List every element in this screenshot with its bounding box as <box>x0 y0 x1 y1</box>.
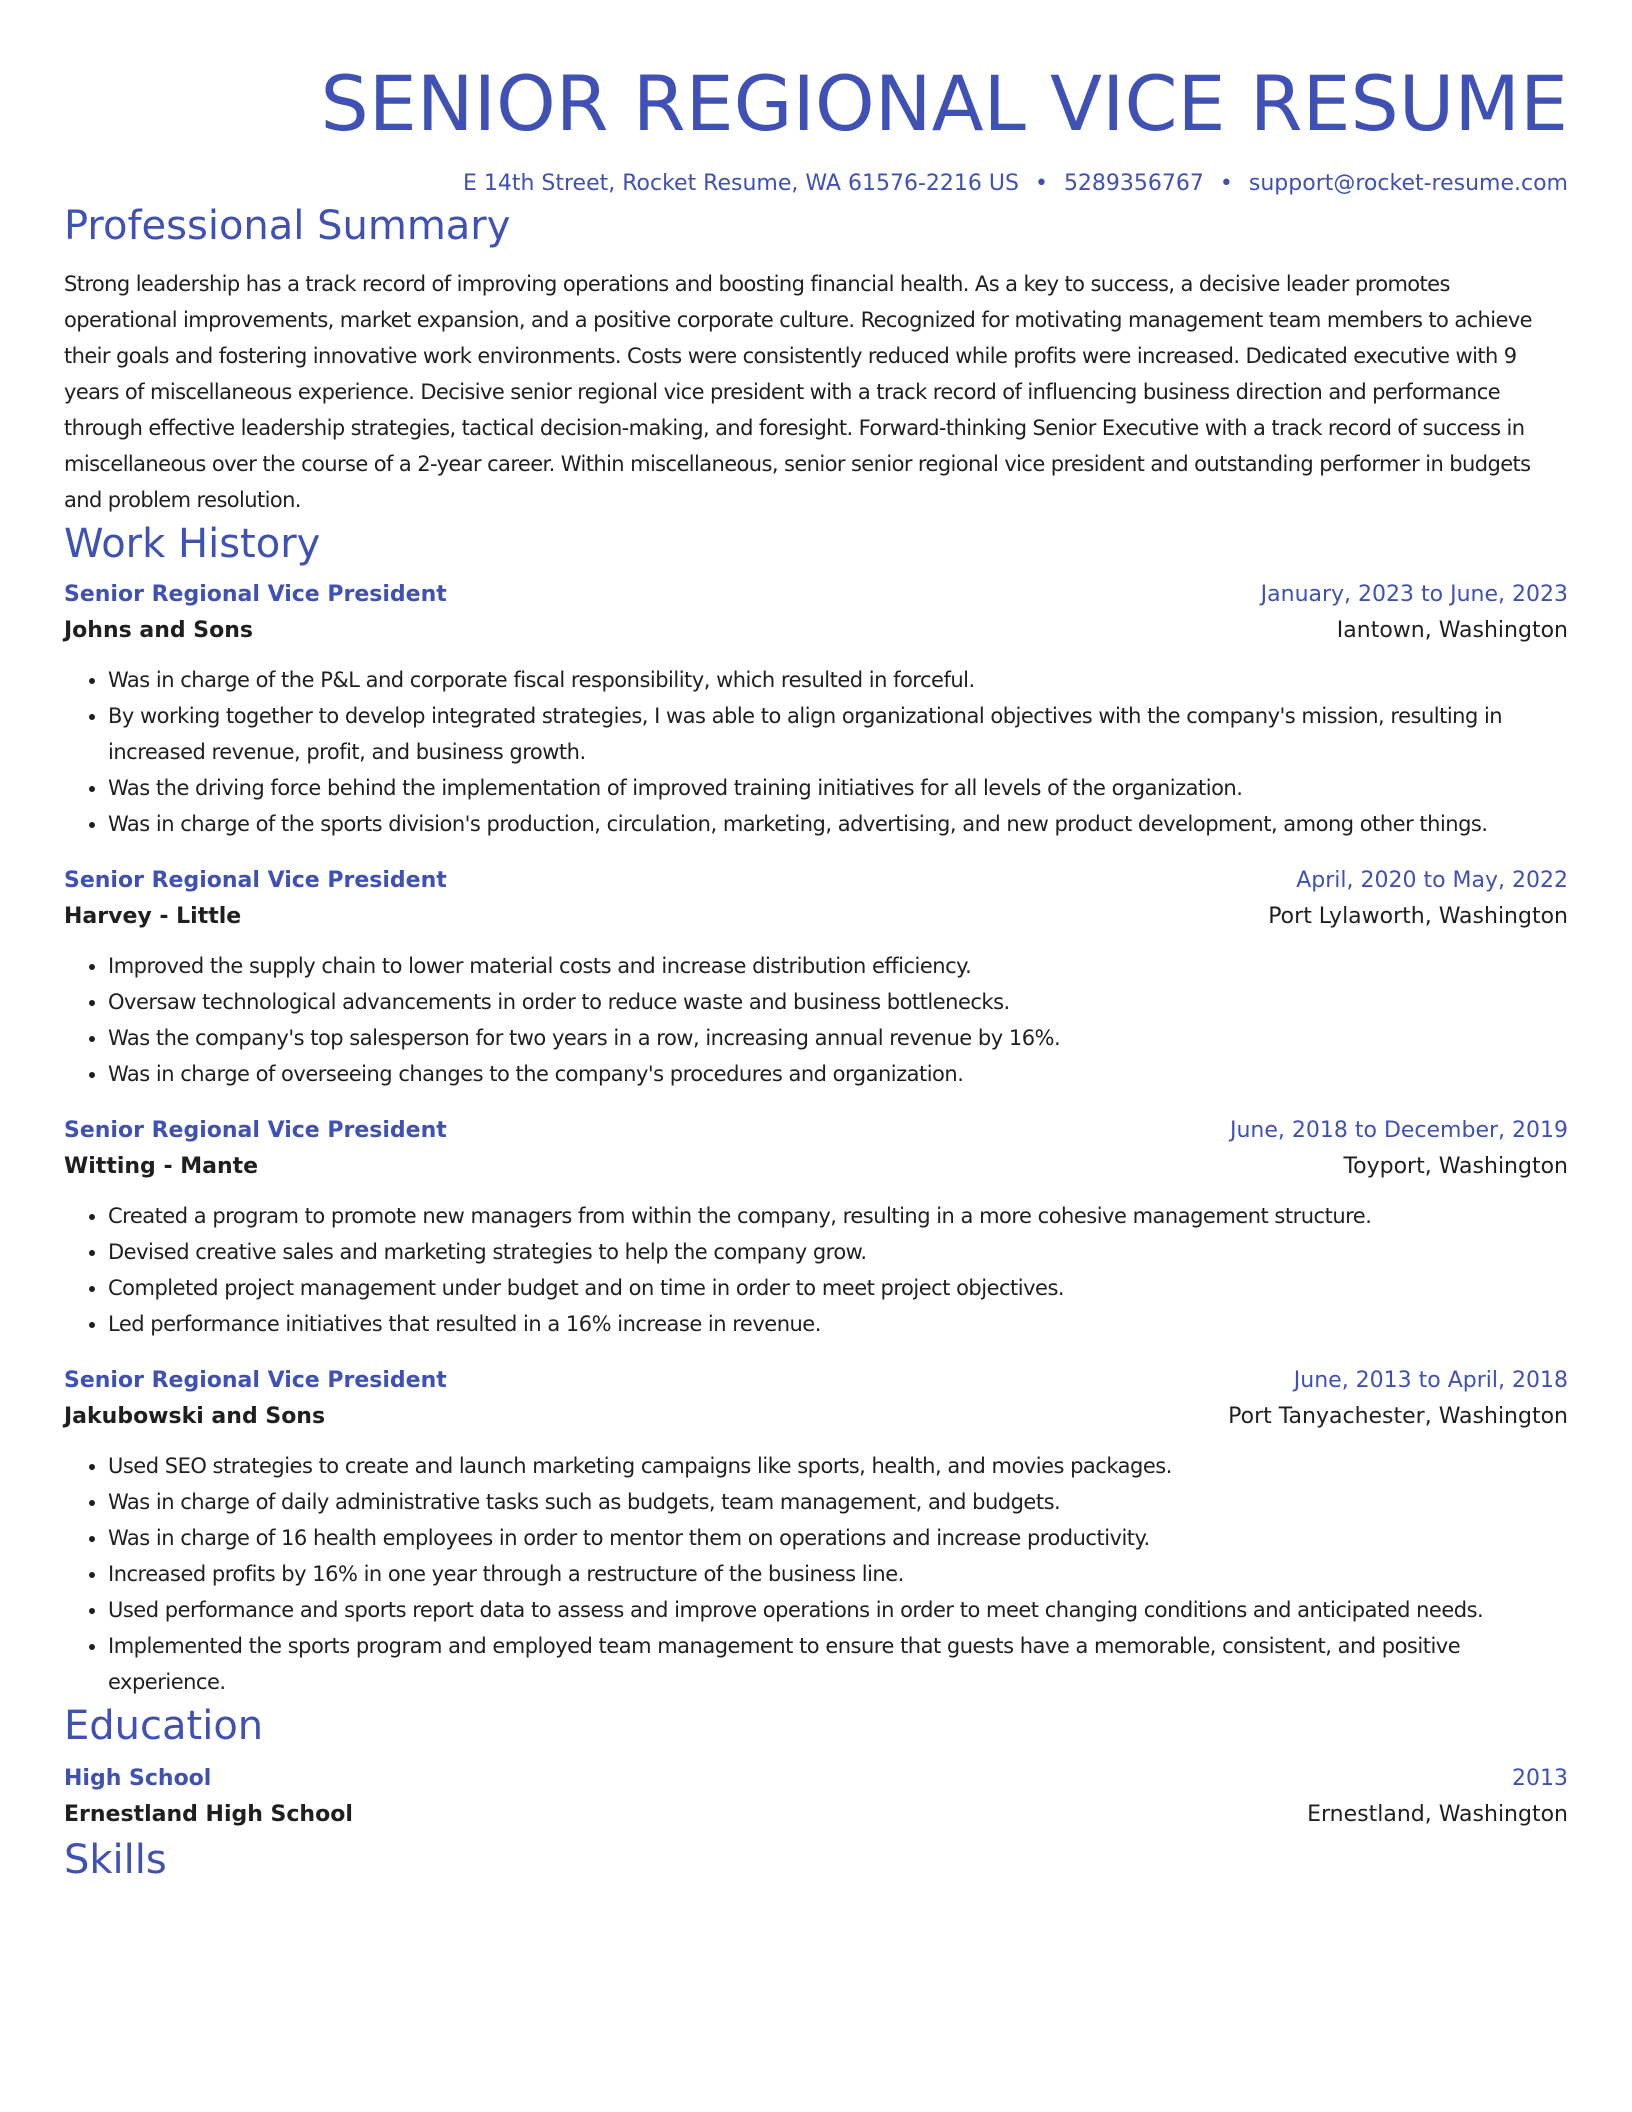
education-entry <box>64 1762 1568 1834</box>
job-role: Senior Regional Vice President <box>64 1118 447 1143</box>
job-company: Witting - Mante <box>64 1154 259 1179</box>
job-bullets <box>64 662 1568 842</box>
contact-separator: • <box>1034 171 1048 196</box>
job-company: Harvey - Little <box>64 904 242 929</box>
bullet-item: • Led performance initiatives that resulted in a 16% increase in revenue. <box>108 1306 1568 1342</box>
bullet-item: • Was in charge of daily administrative tasks such as budgets, team management, and budgets. <box>108 1484 1568 1520</box>
job-location: Toyport, Washington <box>1343 1154 1568 1179</box>
contact-address: E 14th Street, Rocket Resume, WA 61576-2216 US <box>462 171 1019 196</box>
job-role: Senior Regional Vice President <box>64 868 447 893</box>
job-role: Senior Regional Vice President <box>64 1368 447 1393</box>
bullet-item: • Devised creative sales and marketing strategies to help the company grow. <box>108 1234 1568 1270</box>
job-entry <box>64 578 1568 842</box>
education-degree: High School <box>64 1766 212 1791</box>
bullet-item: • Improved the supply chain to lower material costs and increase distribution efficiency. <box>108 948 1568 984</box>
bullet-item: • Was in charge of the sports division's production, circulation, marketing, advertising, and new product development, among other things. <box>108 806 1568 842</box>
job-entry <box>64 864 1568 1092</box>
job-bullets <box>64 948 1568 1092</box>
job-dates: June, 2018 to December, 2019 <box>1229 1118 1568 1143</box>
bullet-item: • Used performance and sports report data to assess and improve operations in order to meet changing conditions and anticipated needs. <box>108 1592 1568 1628</box>
education-year: 2013 <box>1512 1766 1568 1791</box>
job-bullets <box>64 1448 1568 1700</box>
section-title-summary: Professional Summary <box>64 203 511 249</box>
job-company: Johns and Sons <box>64 618 254 643</box>
bullet-item: • Completed project management under budget and on time in order to meet project objectives. <box>108 1270 1568 1306</box>
job-entry <box>64 1364 1568 1700</box>
job-dates: June, 2013 to April, 2018 <box>1293 1368 1568 1393</box>
job-dates: January, 2023 to June, 2023 <box>1260 582 1568 607</box>
job-location: Port Lylaworth, Washington <box>1268 904 1568 929</box>
bullet-item: • Implemented the sports program and employed team management to ensure that guests have a memorable, consistent, and positive experience. <box>108 1628 1568 1700</box>
resume-page <box>64 0 1568 1886</box>
bullet-item: • Was in charge of 16 health employees in order to mentor them on operations and increase productivity. <box>108 1520 1568 1556</box>
resume-title: SENIOR REGIONAL VICE RESUME <box>320 59 1568 148</box>
education-location: Ernestland, Washington <box>1307 1802 1568 1827</box>
job-company: Jakubowski and Sons <box>64 1404 326 1429</box>
bullet-item: • Was the company's top salesperson for two years in a row, increasing annual revenue by 16%. <box>108 1020 1568 1056</box>
contact-line <box>64 168 1568 200</box>
contact-phone: 5289356767 <box>1063 171 1204 196</box>
job-location: Port Tanyachester, Washington <box>1228 1404 1568 1429</box>
summary-text: Strong leadership has a track record of improving operations and boosting financial health. As a key to success, a decisive leader promotes operational improvements, market expansion, and a positive corporate culture. Recognized for motivating management team members to achieve their goals and fostering innovative work environments. Costs were consistently reduced while profits were increased. Dedicated executive with 9 years of miscellaneous experience. Decisive senior regional vice president with a track record of influencing business direction and performance through effective leadership strategies, tactical decision-making, and foresight. Forward-thinking Senior Executive with a track record of success in miscellaneous over the course of a 2-year career. Within miscellaneous, senior senior regional vice president and outstanding performer in budgets and problem resolution. <box>64 272 1532 512</box>
job-entry <box>64 1114 1568 1342</box>
section-title-work-history: Work History <box>64 521 321 567</box>
bullet-item: • Used SEO strategies to create and launch marketing campaigns like sports, health, and movies packages. <box>108 1448 1568 1484</box>
job-bullets <box>64 1198 1568 1342</box>
bullet-item: • Oversaw technological advancements in order to reduce waste and business bottlenecks. <box>108 984 1568 1020</box>
bullet-item: • Was in charge of the P&L and corporate fiscal responsibility, which resulted in forceful. <box>108 662 1568 698</box>
job-dates: April, 2020 to May, 2022 <box>1296 868 1568 893</box>
education-school: Ernestland High School <box>64 1802 353 1827</box>
bullet-item: • Was the driving force behind the implementation of improved training initiatives for all levels of the organization. <box>108 770 1568 806</box>
section-title-skills: Skills <box>64 1837 167 1883</box>
job-location: Iantown, Washington <box>1336 618 1568 643</box>
bullet-item: • Was in charge of overseeing changes to the company's procedures and organization. <box>108 1056 1568 1092</box>
bullet-item: • Increased profits by 16% in one year through a restructure of the business line. <box>108 1556 1568 1592</box>
job-role: Senior Regional Vice President <box>64 582 447 607</box>
section-title-education: Education <box>64 1703 264 1749</box>
contact-email: support@rocket-resume.com <box>1248 171 1568 196</box>
bullet-item: • Created a program to promote new managers from within the company, resulting in a more cohesive management structure. <box>108 1198 1568 1234</box>
contact-separator: • <box>1219 171 1233 196</box>
bullet-item: • By working together to develop integrated strategies, I was able to align organizational objectives with the company's mission, resulting in increased revenue, profit, and business growth. <box>108 698 1568 770</box>
